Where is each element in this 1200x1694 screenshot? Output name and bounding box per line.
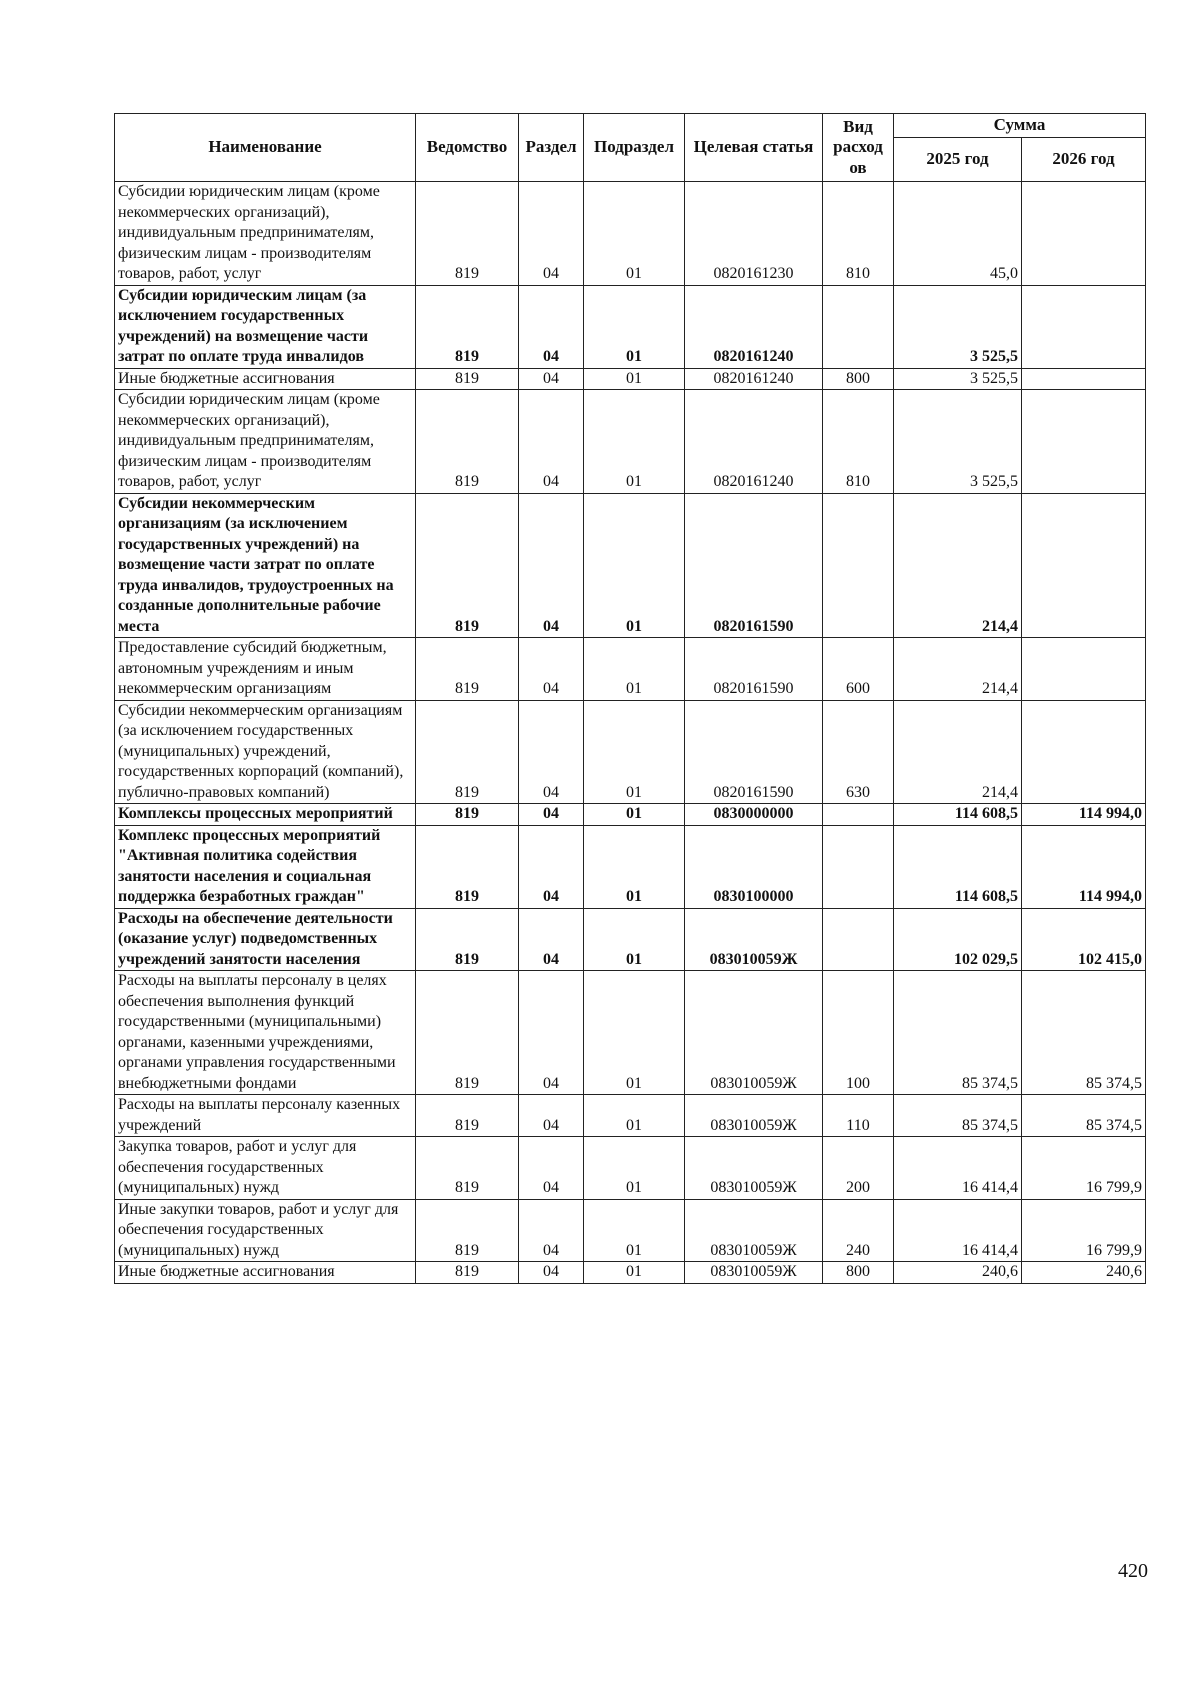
cell-name: Субсидии некоммерческим организациям (за исключением государственных учреждений) на возмещение части затрат по оплате труда инвалидов, трудоустроенных на созданные дополнительные рабочие места [115,493,416,638]
cell-vedomstvo: 819 [416,1262,519,1284]
table-header [115,114,1146,182]
cell-razdel: 04 [519,493,584,638]
table-row [115,285,1146,368]
table-row [115,825,1146,908]
header-name: Наименование [115,114,416,182]
cell-podrazdel: 01 [584,638,685,701]
header-vid-rashodov: Вид расход ов [823,114,894,182]
table-row [115,971,1146,1095]
cell-razdel: 04 [519,971,584,1095]
cell-tselevaya-statya: 0820161590 [685,700,823,804]
table-row [115,1095,1146,1137]
cell-sum-2025: 85 374,5 [894,971,1022,1095]
cell-razdel: 04 [519,390,584,494]
cell-podrazdel: 01 [584,1199,685,1262]
page-number: 420 [1118,1560,1148,1582]
cell-vedomstvo: 819 [416,182,519,286]
cell-vedomstvo: 819 [416,390,519,494]
cell-sum-2025: 240,6 [894,1262,1022,1284]
table-row [115,1262,1146,1284]
cell-vedomstvo: 819 [416,804,519,826]
cell-name: Расходы на выплаты персоналу в целях обеспечения выполнения функций государственными (муниципальными) органами, казенными учреждениями, органами управления государственными внебюджетными фондами [115,971,416,1095]
header-year-2025: 2025 год [894,138,1022,182]
cell-razdel: 04 [519,1095,584,1137]
header-year-2026: 2026 год [1022,138,1146,182]
table-row [115,638,1146,701]
cell-podrazdel: 01 [584,908,685,971]
cell-name: Расходы на выплаты персоналу казенных учреждений [115,1095,416,1137]
cell-vedomstvo: 819 [416,285,519,368]
cell-tselevaya-statya: 083010059Ж [685,908,823,971]
cell-name: Субсидии некоммерческим организациям (за исключением государственных (муниципальных) учреждений, государственных корпораций (компаний), публично-правовых компаний) [115,700,416,804]
cell-sum-2026: 85 374,5 [1022,1095,1146,1137]
cell-name: Субсидии юридическим лицам (за исключением государственных учреждений) на возмещение части затрат по оплате труда инвалидов [115,285,416,368]
cell-vid-rashodov: 600 [823,638,894,701]
cell-sum-2025: 3 525,5 [894,285,1022,368]
cell-name: Иные бюджетные ассигнования [115,1262,416,1284]
cell-sum-2025: 16 414,4 [894,1199,1022,1262]
table-row [115,908,1146,971]
cell-sum-2026 [1022,493,1146,638]
cell-podrazdel: 01 [584,1095,685,1137]
cell-vedomstvo: 819 [416,493,519,638]
cell-sum-2025: 45,0 [894,182,1022,286]
cell-name: Комплекс процессных мероприятий "Активная политика содействия занятости населения и социальная поддержка безработных граждан" [115,825,416,908]
cell-vid-rashodov [823,493,894,638]
cell-vid-rashodov [823,285,894,368]
cell-vedomstvo: 819 [416,700,519,804]
cell-sum-2025: 214,4 [894,493,1022,638]
cell-name: Иные закупки товаров, работ и услуг для обеспечения государственных (муниципальных) нужд [115,1199,416,1262]
cell-vid-rashodov: 200 [823,1137,894,1200]
cell-razdel: 04 [519,1199,584,1262]
cell-sum-2026 [1022,700,1146,804]
cell-sum-2025: 114 608,5 [894,825,1022,908]
cell-name: Субсидии юридическим лицам (кроме некоммерческих организаций), индивидуальным предпринимателям, физическим лицам - производителям товаров, работ, услуг [115,390,416,494]
cell-vedomstvo: 819 [416,368,519,390]
cell-sum-2026 [1022,182,1146,286]
cell-tselevaya-statya: 083010059Ж [685,971,823,1095]
cell-vedomstvo: 819 [416,825,519,908]
table-row [115,804,1146,826]
cell-tselevaya-statya: 0820161240 [685,285,823,368]
cell-tselevaya-statya: 0830000000 [685,804,823,826]
table-row [115,1137,1146,1200]
cell-name: Субсидии юридическим лицам (кроме некоммерческих организаций), индивидуальным предпринимателям, физическим лицам - производителям товаров, работ, услуг [115,182,416,286]
header-razdel: Раздел [519,114,584,182]
cell-sum-2026 [1022,638,1146,701]
cell-sum-2026 [1022,368,1146,390]
cell-razdel: 04 [519,638,584,701]
cell-razdel: 04 [519,908,584,971]
cell-sum-2025: 214,4 [894,638,1022,701]
cell-sum-2025: 3 525,5 [894,390,1022,494]
cell-sum-2026: 85 374,5 [1022,971,1146,1095]
cell-sum-2025: 85 374,5 [894,1095,1022,1137]
cell-vid-rashodov: 800 [823,1262,894,1284]
cell-tselevaya-statya: 0830100000 [685,825,823,908]
cell-vedomstvo: 819 [416,971,519,1095]
header-summa: Сумма [894,114,1146,138]
cell-podrazdel: 01 [584,285,685,368]
cell-tselevaya-statya: 0820161240 [685,390,823,494]
cell-sum-2026 [1022,285,1146,368]
cell-tselevaya-statya: 0820161590 [685,638,823,701]
cell-podrazdel: 01 [584,1262,685,1284]
cell-podrazdel: 01 [584,390,685,494]
cell-razdel: 04 [519,368,584,390]
cell-tselevaya-statya: 083010059Ж [685,1095,823,1137]
cell-sum-2026: 114 994,0 [1022,825,1146,908]
cell-vid-rashodov: 800 [823,368,894,390]
table-row [115,368,1146,390]
cell-razdel: 04 [519,825,584,908]
cell-vedomstvo: 819 [416,1095,519,1137]
cell-vid-rashodov [823,825,894,908]
cell-podrazdel: 01 [584,1137,685,1200]
cell-sum-2026: 240,6 [1022,1262,1146,1284]
cell-sum-2025: 3 525,5 [894,368,1022,390]
cell-vid-rashodov [823,804,894,826]
cell-vid-rashodov [823,908,894,971]
cell-podrazdel: 01 [584,804,685,826]
budget-table [114,113,1146,1284]
cell-podrazdel: 01 [584,700,685,804]
cell-vedomstvo: 819 [416,1199,519,1262]
cell-sum-2025: 214,4 [894,700,1022,804]
cell-razdel: 04 [519,1137,584,1200]
table-body [115,182,1146,1284]
cell-tselevaya-statya: 083010059Ж [685,1199,823,1262]
cell-sum-2026: 16 799,9 [1022,1199,1146,1262]
cell-vid-rashodov: 810 [823,182,894,286]
cell-name: Комплексы процессных мероприятий [115,804,416,826]
cell-vedomstvo: 819 [416,638,519,701]
cell-tselevaya-statya: 0820161240 [685,368,823,390]
cell-razdel: 04 [519,285,584,368]
cell-name: Закупка товаров, работ и услуг для обеспечения государственных (муниципальных) нужд [115,1137,416,1200]
cell-podrazdel: 01 [584,825,685,908]
cell-tselevaya-statya: 0820161590 [685,493,823,638]
cell-sum-2026: 114 994,0 [1022,804,1146,826]
table-row [115,182,1146,286]
header-vedomstvo: Ведомство [416,114,519,182]
cell-razdel: 04 [519,804,584,826]
cell-sum-2025: 114 608,5 [894,804,1022,826]
table-row [115,390,1146,494]
cell-sum-2026: 102 415,0 [1022,908,1146,971]
cell-vedomstvo: 819 [416,908,519,971]
cell-razdel: 04 [519,1262,584,1284]
cell-name: Иные бюджетные ассигнования [115,368,416,390]
cell-razdel: 04 [519,182,584,286]
cell-sum-2025: 102 029,5 [894,908,1022,971]
cell-podrazdel: 01 [584,182,685,286]
cell-tselevaya-statya: 0820161230 [685,182,823,286]
cell-vid-rashodov: 240 [823,1199,894,1262]
cell-podrazdel: 01 [584,971,685,1095]
cell-sum-2026: 16 799,9 [1022,1137,1146,1200]
table-row [115,493,1146,638]
cell-vid-rashodov: 810 [823,390,894,494]
cell-name: Предоставление субсидий бюджетным, автономным учреждениям и иным некоммерческим организациям [115,638,416,701]
header-podrazdel: Подраздел [584,114,685,182]
cell-sum-2026 [1022,390,1146,494]
cell-podrazdel: 01 [584,368,685,390]
cell-podrazdel: 01 [584,493,685,638]
cell-tselevaya-statya: 083010059Ж [685,1137,823,1200]
header-tselevaya-statya: Целевая статья [685,114,823,182]
cell-name: Расходы на обеспечение деятельности (оказание услуг) подведомственных учреждений занятости населения [115,908,416,971]
cell-tselevaya-statya: 083010059Ж [685,1262,823,1284]
cell-vid-rashodov: 100 [823,971,894,1095]
cell-razdel: 04 [519,700,584,804]
cell-vedomstvo: 819 [416,1137,519,1200]
cell-vid-rashodov: 630 [823,700,894,804]
cell-sum-2025: 16 414,4 [894,1137,1022,1200]
table-row [115,700,1146,804]
table-row [115,1199,1146,1262]
cell-vid-rashodov: 110 [823,1095,894,1137]
